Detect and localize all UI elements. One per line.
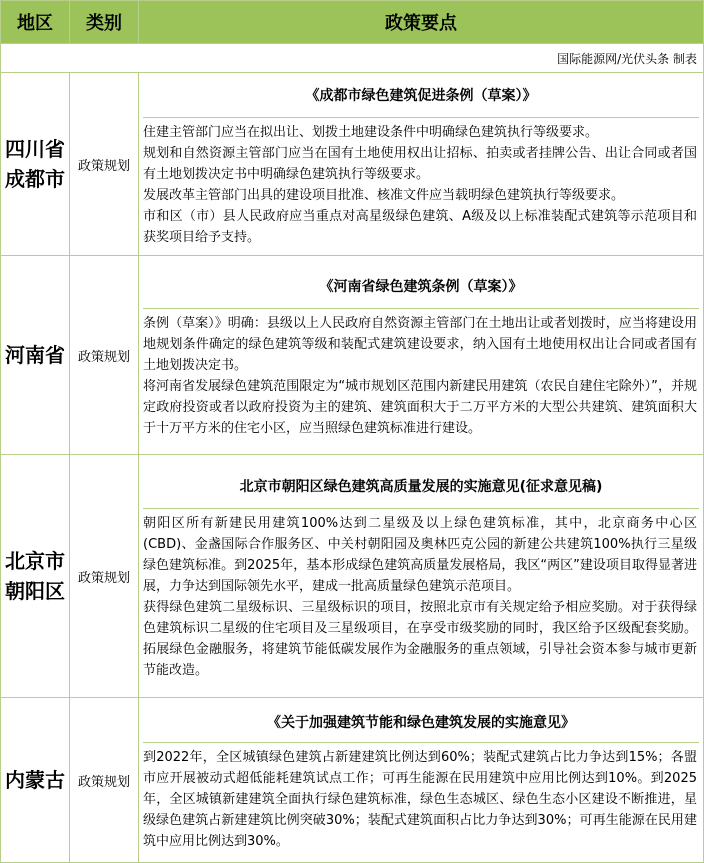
region-cell xyxy=(1,455,70,698)
policy-paragraph: 发展改革主管部门出具的建设项目批准、核准文件应当载明绿色建筑执行等级要求。 xyxy=(143,188,625,203)
category-cell: 政策规划 xyxy=(70,256,139,455)
policy-paragraph: 朝阳区所有新建民用建筑100%达到二星级及以上绿色建筑标准，其中，北京商务中心区(CBD)、金盏国际合作服务区、中关村朝阳园及奥林匹克公园的新建公共建筑100%执行三星级绿色建筑标准。到2025年，基本形成绿色建筑高质量发展格局，我区“两区”建设项目取得显著进展，力争达到国际领先水平，建成一批高质量绿色建筑示范项目。 xyxy=(143,516,697,594)
policy-body xyxy=(139,118,703,252)
policy-paragraph: 市和区（市）县人民政府应当重点对高星级绿色建筑、A级及以上标准装配式建筑等示范项目和获奖项目给予支持。 xyxy=(143,209,697,245)
policy-title: 《成都市绿色建筑促进条例（草案）》 xyxy=(143,76,699,118)
region-cell xyxy=(1,256,70,455)
table-row xyxy=(1,256,704,455)
region-name: 四川省 xyxy=(5,137,65,161)
category-cell: 政策规划 xyxy=(70,455,139,698)
region-name: 河南省 xyxy=(5,343,65,367)
table-row xyxy=(1,698,704,863)
table-row xyxy=(1,455,704,698)
region-cell xyxy=(1,698,70,863)
region-name-line2: 朝阳区 xyxy=(5,579,65,603)
policy-paragraph: 规划和自然资源主管部门应当在国有土地使用权出让招标、拍卖或者挂牌公告、出让合同或者国有土地划拨决定书中明确绿色建筑执行等级要求。 xyxy=(143,146,697,182)
policy-body xyxy=(139,309,703,443)
policy-cell xyxy=(139,73,704,256)
header-category: 类别 xyxy=(70,1,139,44)
header-policy: 政策要点 xyxy=(139,1,704,44)
policy-title: 北京市朝阳区绿色建筑高质量发展的实施意见(征求意见稿) xyxy=(143,467,699,509)
source-credit: 国际能源网/光伏头条 制表 xyxy=(1,44,704,73)
table-row xyxy=(1,73,704,256)
policy-cell xyxy=(139,698,704,863)
category-cell: 政策规划 xyxy=(70,698,139,863)
category-cell: 政策规划 xyxy=(70,73,139,256)
policy-body xyxy=(139,509,703,685)
policy-title: 《河南省绿色建筑条例（草案）》 xyxy=(143,267,699,309)
policy-paragraph: 获得绿色建筑二星级标识、三星级标识的项目，按照北京市有关规定给予相应奖励。对于获得绿色建筑标识二星级的住宅项目及三星级项目，在享受市级奖励的同时，我区给予区级配套奖励。拓展绿色金融服务，将建筑节能低碳发展作为金融服务的重点领域，引导社会资本参与城市更新节能改造。 xyxy=(143,600,697,678)
region-name-line2: 成都市 xyxy=(5,167,65,191)
region-cell xyxy=(1,73,70,256)
policy-paragraph: 住建主管部门应当在拟出让、划拨土地建设条件中明确绿色建筑执行等级要求。 xyxy=(143,125,599,140)
policy-body xyxy=(139,743,703,856)
policy-paragraph: 条例（草案）》明确：县级以上人民政府自然资源主管部门在土地出让或者划拨时，应当将建设用地规划条件确定的绿色建筑等级和装配式建筑建设要求，纳入国有土地使用权出让合同或者国有土地划拨决定书。 xyxy=(143,316,697,373)
policy-paragraph: 到2022年，全区城镇绿色建筑占新建建筑比例达到60%；装配式建筑占比力争达到15%；各盟市应开展被动式超低能耗建筑试点工作；可再生能源在民用建筑中应用比例达到10%。到2025年，全区城镇新建建筑全面执行绿色建筑标准，绿色生态城区、绿色生态小区建设不断推进，星级绿色建筑占新建建筑比例突破30%；装配式建筑面积占比力争达到30%；可再生能源在民用建筑中应用比例达到30%。 xyxy=(143,750,697,849)
source-row xyxy=(1,44,704,73)
policy-title: 《关于加强建筑节能和绿色建筑发展的实施意见》 xyxy=(143,704,699,743)
header-row xyxy=(1,1,704,44)
region-name: 北京市 xyxy=(5,549,65,573)
header-region: 地区 xyxy=(1,1,70,44)
policy-cell xyxy=(139,455,704,698)
policy-cell xyxy=(139,256,704,455)
policy-paragraph: 将河南省发展绿色建筑范围限定为“城市规划区范围内新建民用建筑（农民自建住宅除外）”，并规定政府投资或者以政府投资为主的建筑、建筑面积大于二万平方米的大型公共建筑、建筑面积大于十万平方米的住宅小区，应当照绿色建筑标准进行建设。 xyxy=(143,379,697,436)
region-name: 内蒙古 xyxy=(5,768,65,792)
